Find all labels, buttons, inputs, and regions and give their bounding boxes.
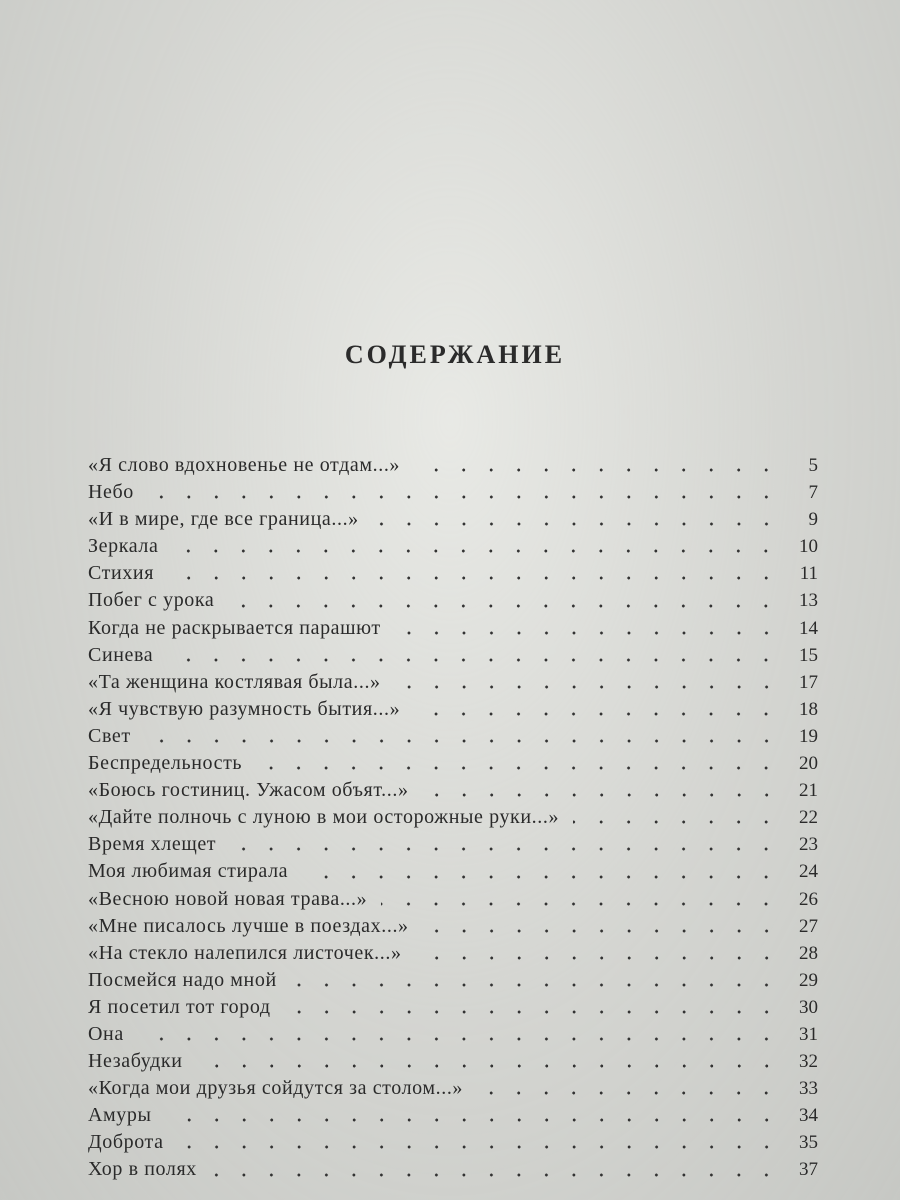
toc-entry	[88, 696, 818, 723]
toc-entry	[88, 777, 818, 804]
dot-leader	[423, 793, 780, 797]
toc-entry-title: «Та женщина костлявая была...»	[88, 670, 381, 693]
toc-entry	[88, 940, 818, 967]
toc-page-number: 10	[799, 536, 818, 558]
toc-page-number: 32	[799, 1051, 818, 1073]
toc-page-number: 35	[799, 1132, 818, 1154]
toc-page-number: 29	[799, 969, 818, 991]
toc-entry-title: Беспредельность	[88, 752, 243, 775]
toc-page-number: 7	[808, 482, 818, 504]
toc-entry	[88, 913, 818, 940]
toc-entry-title: Она	[88, 1022, 124, 1045]
dot-leader	[167, 658, 780, 662]
dot-leader	[423, 929, 780, 933]
dot-leader	[178, 1145, 780, 1149]
toc-page-number: 37	[799, 1159, 818, 1181]
table-of-contents	[88, 452, 818, 1184]
toc-entry-title: «И в мире, где все граница...»	[88, 508, 359, 531]
toc-entry	[88, 804, 818, 831]
toc-entry	[88, 750, 818, 777]
toc-page-number: 17	[799, 671, 818, 693]
toc-entry	[88, 723, 818, 750]
toc-entry	[88, 831, 818, 858]
dot-leader	[228, 604, 780, 608]
toc-page-number: 20	[799, 753, 818, 775]
toc-entry	[88, 452, 818, 479]
toc-entry-title: Зеркала	[88, 535, 159, 558]
toc-page-number: 14	[799, 617, 818, 639]
toc-page-number: 28	[799, 942, 818, 964]
toc-page-number: 23	[799, 834, 818, 856]
dot-leader	[211, 1173, 780, 1177]
toc-page-number: 27	[799, 915, 818, 937]
toc-entry-title: «Мне писалось лучше в поездах...»	[88, 914, 409, 937]
toc-entry-title: Посмейся надо мной	[88, 968, 277, 991]
dot-leader	[256, 766, 780, 770]
toc-entry-title: Свет	[88, 724, 131, 747]
toc-entry	[88, 560, 818, 587]
toc-entry	[88, 1129, 818, 1156]
toc-page-number: 26	[799, 888, 818, 910]
toc-entry	[88, 615, 818, 642]
dot-leader	[172, 549, 780, 553]
toc-page-number: 19	[799, 725, 818, 747]
toc-entry-title: Моя любимая стирала	[88, 860, 289, 883]
dot-leader	[230, 847, 780, 851]
toc-page-number: 22	[799, 807, 818, 829]
toc-page-number: 18	[799, 698, 818, 720]
toc-entry	[88, 994, 818, 1021]
dot-leader	[373, 522, 780, 526]
toc-entry-title: Когда не раскрывается парашют	[88, 616, 381, 639]
toc-entry-title: Доброта	[88, 1131, 164, 1154]
toc-entry	[88, 1021, 818, 1048]
toc-entry	[88, 1048, 818, 1075]
toc-entry-title: Хор в полях	[88, 1158, 197, 1181]
dot-leader	[381, 902, 780, 906]
toc-entry-title: Побег с урока	[88, 589, 215, 612]
toc-page-number: 5	[808, 455, 818, 476]
dot-leader	[416, 956, 780, 960]
toc-entry-title: «Я слово вдохновенье не отдам...»	[88, 454, 401, 476]
toc-entry	[88, 886, 818, 913]
dot-leader	[145, 739, 780, 743]
toc-entry	[88, 642, 818, 669]
toc-entry-title: Стихия	[88, 562, 155, 585]
dot-leader	[395, 631, 780, 635]
toc-entry	[88, 479, 818, 506]
toc-entry-title: Синева	[88, 643, 154, 666]
toc-entry	[88, 1102, 818, 1129]
dot-leader	[168, 576, 780, 580]
toc-entry-title: Я посетил тот город	[88, 995, 271, 1018]
toc-page-number: 31	[799, 1023, 818, 1045]
dot-leader	[138, 1037, 780, 1041]
toc-entry	[88, 1156, 818, 1183]
toc-entry	[88, 506, 818, 533]
toc-page-number: 30	[799, 996, 818, 1018]
dot-leader	[414, 468, 780, 472]
toc-entry	[88, 533, 818, 560]
toc-entry	[88, 858, 818, 885]
toc-entry-title: Амуры	[88, 1104, 152, 1127]
dot-leader	[477, 1091, 780, 1095]
dot-leader	[573, 820, 780, 824]
dot-leader	[285, 1010, 780, 1014]
toc-entry-title: «На стекло налепился листочек...»	[88, 941, 402, 964]
toc-entry-title: «Дайте полночь с луною в мои осторожные руки...»	[88, 806, 560, 829]
toc-entry-title: Время хлещет	[88, 833, 217, 856]
page-title: СОДЕРЖАНИЕ	[344, 340, 566, 369]
toc-entry	[88, 967, 818, 994]
toc-entry-title: «Когда мои друзья сойдутся за столом...»	[88, 1077, 464, 1100]
dot-leader	[197, 1064, 781, 1068]
toc-entry	[88, 587, 818, 614]
dot-leader	[302, 875, 780, 879]
dot-leader	[291, 983, 780, 987]
dot-leader	[395, 685, 780, 689]
toc-page-number: 9	[808, 509, 818, 531]
dot-leader	[166, 1118, 780, 1122]
toc-entry	[88, 669, 818, 696]
toc-entry-title: «Весною новой новая трава...»	[88, 887, 368, 910]
toc-entry-title: «Я чувствую разумность бытия...»	[88, 697, 401, 720]
toc-page-number: 24	[799, 861, 818, 883]
toc-page-number: 34	[799, 1105, 818, 1127]
toc-entry-title: «Боюсь гостиниц. Ужасом объят...»	[88, 779, 409, 802]
toc-entry	[88, 1075, 818, 1102]
toc-page-number: 11	[799, 563, 818, 585]
toc-entry-title: Небо	[88, 481, 134, 504]
toc-page-number: 15	[799, 644, 818, 666]
toc-page-number: 33	[799, 1078, 818, 1100]
toc-page-number: 21	[799, 780, 818, 802]
dot-leader	[148, 495, 780, 499]
toc-page-number: 13	[799, 590, 818, 612]
dot-leader	[414, 712, 780, 716]
toc-entry-title: Незабудки	[88, 1050, 183, 1073]
